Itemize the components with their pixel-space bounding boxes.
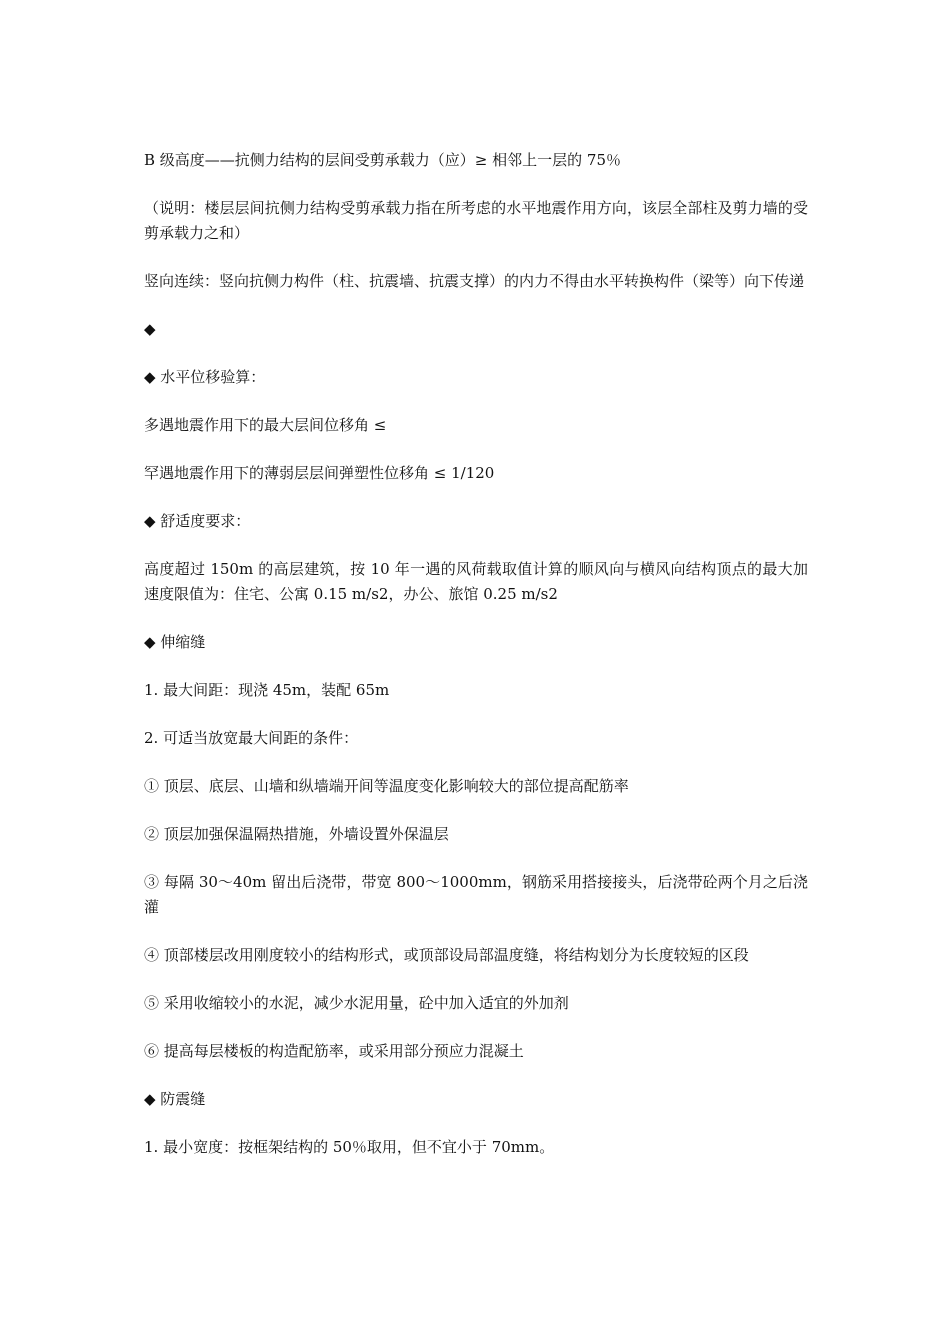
paragraph-b-grade-shear: B 级高度——抗侧力结构的层间受剪承载力（应）≥ 相邻上一层的 75％ xyxy=(144,151,621,169)
heading-expansion-joint: ◆ 伸缩缝 xyxy=(144,633,206,651)
paragraph-note-shear-capacity: （说明：楼层层间抗侧力结构受剪承载力指在所考虑的水平地震作用方向，该层全部柱及剪力墙的受剪承载力之和） xyxy=(144,199,808,242)
paragraph-rare-earthquake-drift: 罕遇地震作用下的薄弱层层间弹塑性位移角 ≤ 1/120 xyxy=(144,464,495,482)
condition-item-4: ④ 顶部楼层改用刚度较小的结构形式，或顶部设局部温度缝，将结构划分为长度较短的区段 xyxy=(144,946,749,964)
paragraph-acceleration-limit: 高度超过 150m 的高层建筑，按 10 年一遇的风荷载取值计算的顺风向与横风向结构顶点的最大加速度限值为：住宅、公寓 0.15 m/s2，办公、旅馆 0.25 m/s2 xyxy=(144,560,808,603)
paragraph-vertical-continuity: 竖向连续：竖向抗侧力构件（柱、抗震墙、抗震支撑）的内力不得由水平转换构件（梁等）向下传递 xyxy=(144,272,805,290)
heading-seismic-joint: ◆ 防震缝 xyxy=(144,1090,206,1108)
list-item-min-width: 1. 最小宽度：按框架结构的 50％取用，但不宜小于 70mm。 xyxy=(144,1138,555,1156)
paragraph-frequent-earthquake-drift: 多遇地震作用下的最大层间位移角 ≤ xyxy=(144,416,387,434)
heading-horizontal-displacement: ◆ 水平位移验算： xyxy=(144,368,266,386)
bullet-empty: ◆ xyxy=(144,320,156,338)
condition-item-3: ③ 每隔 30～40m 留出后浇带，带宽 800～1000mm，钢筋采用搭接接头，后浇带砼两个月之后浇灌 xyxy=(144,873,808,916)
heading-comfort-requirement: ◆ 舒适度要求： xyxy=(144,512,251,530)
condition-item-2: ② 顶层加强保温隔热措施，外墙设置外保温层 xyxy=(144,825,449,843)
condition-item-6: ⑥ 提高每层楼板的构造配筋率，或采用部分预应力混凝土 xyxy=(144,1042,524,1060)
list-item-max-spacing: 1. 最大间距：现浇 45m，装配 65m xyxy=(144,681,390,699)
condition-item-5: ⑤ 采用收缩较小的水泥，减少水泥用量，砼中加入适宜的外加剂 xyxy=(144,994,569,1012)
document-page xyxy=(144,148,808,1183)
list-item-relax-conditions: 2. 可适当放宽最大间距的条件： xyxy=(144,729,359,747)
condition-item-1: ① 顶层、底层、山墙和纵墙端开间等温度变化影响较大的部位提高配筋率 xyxy=(144,777,629,795)
